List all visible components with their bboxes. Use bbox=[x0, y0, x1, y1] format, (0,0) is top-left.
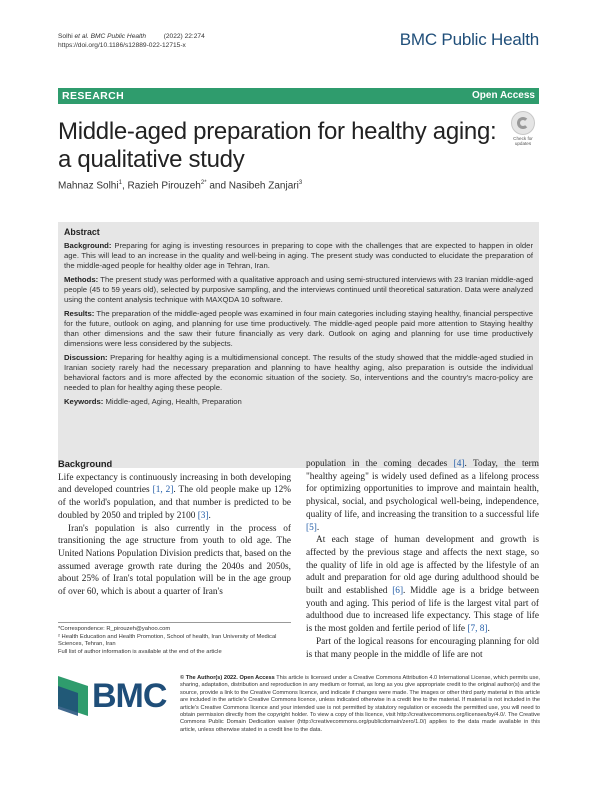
author-info-note: Full list of author information is available at the end of the article bbox=[58, 648, 222, 655]
open-access-label: Open Access bbox=[472, 90, 535, 101]
body-column-right bbox=[306, 458, 539, 661]
citation-link[interactable]: [6] bbox=[392, 586, 404, 597]
body-paragraph: Life expectancy is continuously increasing in both developing and developed countries [1, 2]. The old people make up 12% of the world's population, and that number is predicted to be doubled by 2050 and tripled by 2100 [3]. bbox=[58, 472, 291, 521]
body-column-left bbox=[58, 458, 291, 599]
doi-link[interactable]: https://doi.org/10.1186/s12889-022-12715-x bbox=[58, 42, 186, 49]
bmc-wordmark: BMC bbox=[92, 677, 167, 715]
abstract-results: Results: The preparation of the middle-aged people was examined in four main categories including staying healthy, financial perspective for the future, outlook on aging, and planning for use time productively. The middle-aged people paid more attention to Staying healthy than other dimensions and the saw their future financially as very dark. Outlook on aging and planning for use time productively dimensions were less considered by the subjects. bbox=[64, 309, 533, 348]
affiliation: ² Health Education and Health Promotion, School of health, Iran University of Medical Sciences, Tehran, Iran bbox=[58, 633, 277, 648]
journal-brand: BMC Public Health bbox=[399, 30, 539, 49]
check-updates-icon bbox=[511, 111, 535, 135]
author-name[interactable]: and Nasibeh Zanjari bbox=[206, 180, 299, 192]
section-heading-background: Background bbox=[58, 459, 113, 469]
citation-line bbox=[58, 32, 205, 41]
affiliation-sup: 2* bbox=[200, 180, 207, 186]
affiliation-sup: 3 bbox=[298, 180, 303, 186]
citation-link[interactable]: [3] bbox=[197, 510, 209, 521]
footnotes bbox=[58, 622, 291, 656]
body-paragraph: At each stage of human development and growth is affected by the previous stage and affects the next stage, so the quality of life in old age is affected by the lifestyle of an adult and preparation for old age during adulthood should be built and established [6]. Middle age is a bridge between youth and aging. This period of life is the largest vital part of adulthood due to increased life expectancy. This stage of life is the most golden and fertile period of life [7, 8]. bbox=[306, 535, 539, 635]
citation-link[interactable]: [7, 8] bbox=[467, 624, 488, 635]
article-title: Middle-aged preparation for healthy aging: a qualitative study bbox=[58, 118, 497, 173]
volume-info: (2022) 22:274 bbox=[163, 33, 205, 40]
check-for-updates-badge[interactable] bbox=[508, 111, 538, 147]
abstract-keywords: Keywords: Middle-aged, Aging, Health, Preparation bbox=[64, 397, 242, 406]
body-paragraph: population in the coming decades [4]. Today, the term "healthy ageing" is widely used defined as a lifelong process for optimizing opportunities to improve and maintain health, physical, social, and psychological well-being, independence, quality of life, and increasing the transition to a successful life [5]. bbox=[306, 459, 539, 533]
citation-link[interactable]: [4] bbox=[453, 459, 465, 469]
author-name[interactable]: Mahnaz Solhi bbox=[58, 180, 119, 192]
bmc-logo-icon bbox=[58, 676, 88, 716]
abstract-box bbox=[58, 222, 539, 468]
citation-link[interactable]: [1, 2] bbox=[152, 485, 174, 496]
et-al: et al. bbox=[74, 33, 89, 40]
body-paragraph: Iran's population is also currently in the process of transitioning the age structure from youth to old age. The United Nations Population Division predicts that, based on the assumed average growth rate during the 2040s and 2050s, about 25% of Iran's total population will be in the age group of over 60, which is about a quarter of Iran's bbox=[58, 523, 291, 598]
bmc-logo bbox=[58, 676, 170, 716]
author-name[interactable]: , Razieh Pirouzeh bbox=[121, 180, 201, 192]
abstract-methods: Methods: The present study was performed with a qualitative approach and using semi-structured interviews with 23 Iranian middle-aged people (45 to 59 years old), selected by purposive sampling, and the interviews continued until theoretical saturation. Data were analyzed using the content analysis technique with MAXQDA 10 software. bbox=[64, 275, 534, 304]
correspondence[interactable]: *Correspondence: R_pirouzeh@yahoo.com bbox=[58, 626, 171, 632]
license-statement: © The Author(s) 2022. Open Access This article is licensed under a Creative Commons Attribution 4.0 International License, which permits use, sharing, adaptation, distribution and reproduction in any medium or format, as long as you give appropriate credit to the original author(s) and the source, provide a link to the Creative Commons licence, and indicate if changes were made. The images or other third party material in this article are included in the article's Creative Commons licence, unless indicated otherwise in a credit line to the material. If material is not included in the article's Creative Commons licence and your intended use is not permitted by statutory regulation or exceeds the permitted use, you will need to obtain permission directly from the copyright holder. To view a copy of this licence, visit http://creativecommons.org/licenses/by/4.0/. The Creative Commons Public Domain Dedication waiver (http://creativecommons.org/publicdomain/zero/1.0/) applies to the data made available in this article, unless otherwise stated in a credit line to the data. bbox=[180, 675, 540, 733]
body-paragraph: Part of the logical reasons for encouraging planning for old is that many people in the middle of life are not bbox=[306, 636, 539, 660]
article-type-label: RESEARCH bbox=[62, 90, 125, 102]
affiliation-sup: 1 bbox=[118, 180, 122, 186]
abstract-discussion: Discussion: Preparing for healthy aging is a multidimensional concept. The results of the study showed that the middle-aged studied in Iranian society rarely had the necessary preparation and planning to have healthy aging, also preparation is outside the individual behavioral factors and is more affected by the economic situation of the society. So, interventions and the country's macro-policy are needed to plan for healthy aging these people. bbox=[64, 353, 533, 392]
abstract-background: Background: Preparing for aging is investing resources in preparing to cope with the challenges that are expected to happen in older age. This will lead to an increase in the quality and well-being in aging. The present study was conducted to elucidate the preparation of the middle-aged people for healthy older age in Tehran, Iran. bbox=[64, 241, 533, 270]
check-updates-label: Check for updates bbox=[513, 136, 533, 146]
journal-name: BMC Public Health bbox=[90, 33, 146, 40]
author-list bbox=[58, 180, 302, 191]
running-header bbox=[58, 32, 205, 50]
abstract-heading: Abstract bbox=[64, 227, 100, 237]
author-short: Solhi bbox=[58, 33, 73, 40]
article-type-bar bbox=[58, 88, 539, 104]
citation-link[interactable]: [5] bbox=[306, 522, 317, 533]
